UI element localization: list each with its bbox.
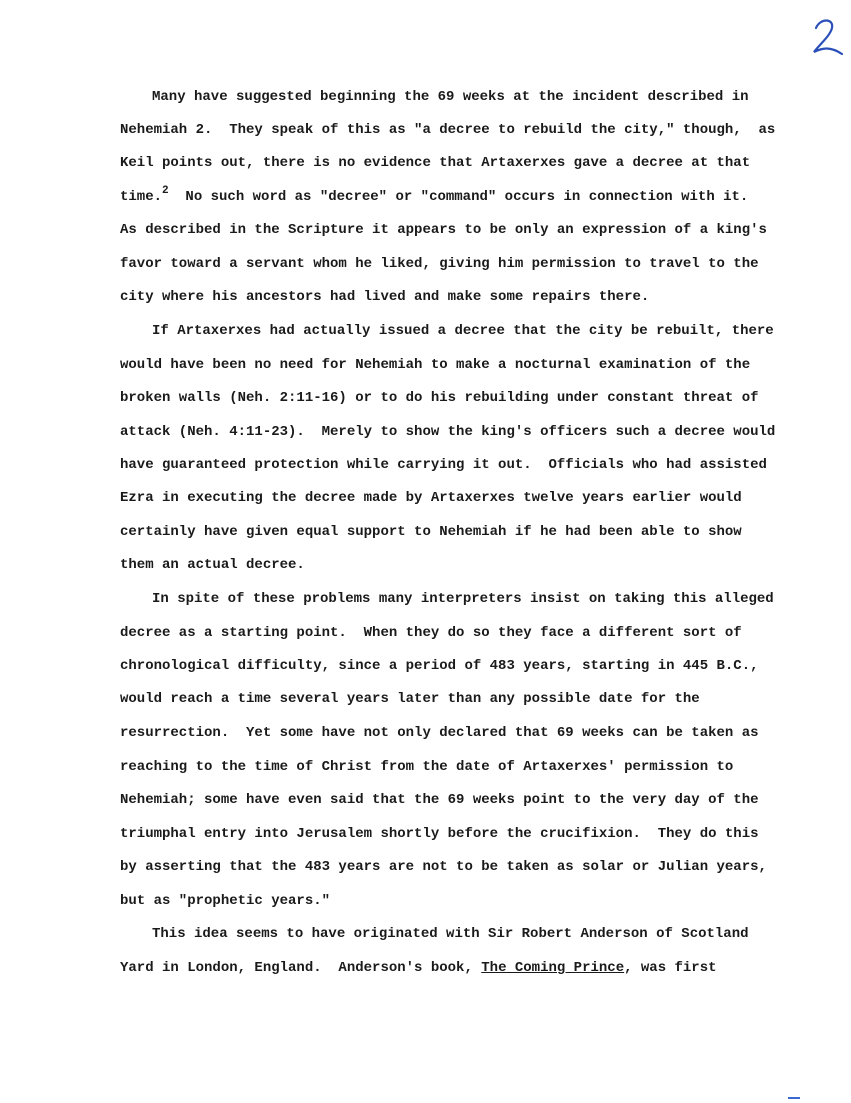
- text-line: resurrection. Yet some have not only declared that 69 weeks can be taken as: [120, 725, 759, 741]
- text-segment: time.: [120, 189, 163, 205]
- text-segment: No such word as "decree" or "command" occurs in connection with it.: [168, 189, 749, 205]
- text-line: [120, 185, 749, 207]
- text-line: decree as a starting point. When they do so they face a different sort of: [120, 625, 742, 641]
- text-line: Many have suggested beginning the 69 weeks at the incident described in: [152, 89, 749, 105]
- text-line: If Artaxerxes had actually issued a decree that the city be rebuilt, there: [152, 323, 774, 339]
- text-line: have guaranteed protection while carrying it out. Officials who had assisted: [120, 457, 767, 473]
- text-line: Nehemiah; some have even said that the 69 weeks point to the very day of the: [120, 792, 759, 808]
- text-line: would reach a time several years later than any possible date for the: [120, 691, 700, 707]
- text-line: them an actual decree.: [120, 557, 305, 573]
- text-line: In spite of these problems many interpreters insist on taking this alleged: [152, 591, 774, 607]
- book-title: The Coming Prince: [481, 960, 625, 976]
- text-line: chronological difficulty, since a period of 483 years, starting in 445 B.C.,: [120, 658, 759, 674]
- text-line: reaching to the time of Christ from the date of Artaxerxes' permission to: [120, 759, 734, 775]
- text-line: certainly have given equal support to Nehemiah if he had been able to show: [120, 524, 742, 540]
- text-segment: , was first: [624, 960, 717, 976]
- text-line: [120, 959, 717, 977]
- text-line: Nehemiah 2. They speak of this as "a decree to rebuild the city," though, as: [120, 122, 776, 138]
- text-line: would have been no need for Nehemiah to make a nocturnal examination of the: [120, 357, 751, 373]
- text-line: but as "prophetic years.": [120, 893, 331, 909]
- text-line: Keil points out, there is no evidence that Artaxerxes gave a decree at that: [120, 155, 751, 171]
- text-line: This idea seems to have originated with Sir Robert Anderson of Scotland: [152, 926, 749, 942]
- handwritten-page-number: [808, 14, 848, 60]
- text-line: by asserting that the 483 years are not to be taken as solar or Julian years,: [120, 859, 767, 875]
- text-line: city where his ancestors had lived and make some repairs there.: [120, 289, 650, 305]
- text-line: Ezra in executing the decree made by Artaxerxes twelve years earlier would: [120, 490, 742, 506]
- margin-mark: [788, 1097, 800, 1099]
- text-segment: Yard in London, England. Anderson's book,: [120, 960, 482, 976]
- text-line: triumphal entry into Jerusalem shortly before the crucifixion. They do this: [120, 826, 759, 842]
- footnote-marker: 2: [162, 185, 169, 197]
- text-line: broken walls (Neh. 2:11-16) or to do his rebuilding under constant threat of: [120, 390, 759, 406]
- text-line: attack (Neh. 4:11-23). Merely to show the king's officers such a decree would: [120, 424, 776, 440]
- text-line: As described in the Scripture it appears to be only an expression of a king's: [120, 222, 767, 238]
- text-line: favor toward a servant whom he liked, giving him permission to travel to the: [120, 256, 759, 272]
